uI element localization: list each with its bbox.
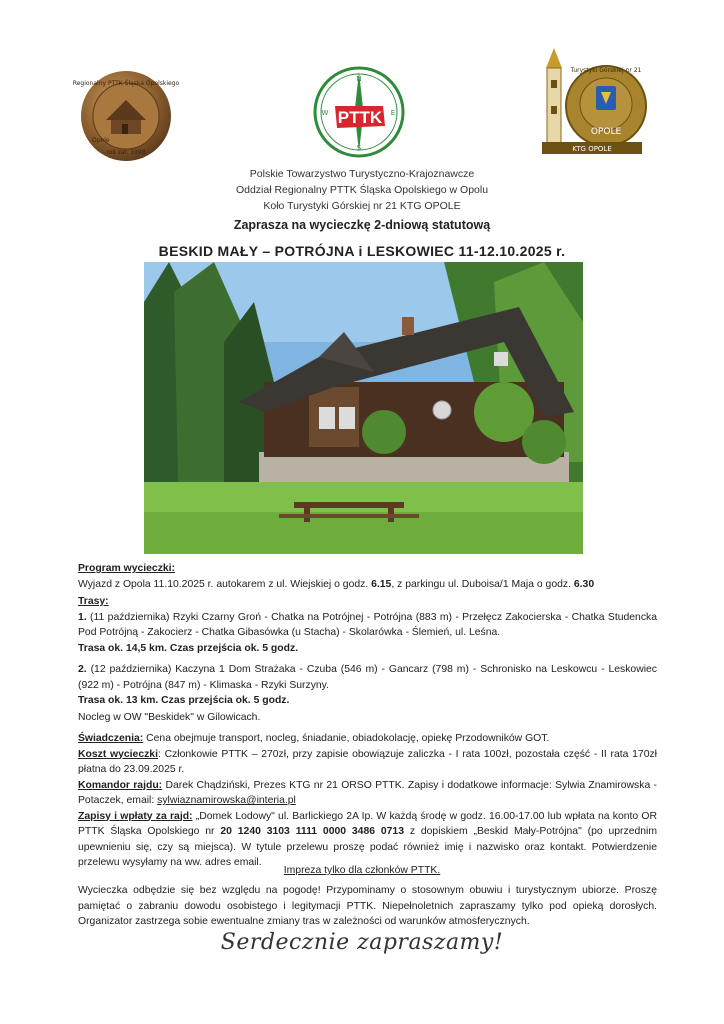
signup-line: Zapisy i wpłaty za rajd: „Domek Lodowy" ul. Barlickiego 2A Ip. W każdą środę w godz. 16.00-17.00 lub wpłata na konto OR PTTK Śląska Opolskiego nr 20 1240 3103 1111 0000 3486 0713 z dopiskiem „Beskid Mały-Potrójna" (po uprzednim upewnieniu się, czy są miejsca). W tytule przelewu proszę podać również imię i nazwisko oraz kontakt. Potwierdzenie przelewu wysyłamy na ww. adres email.	[78, 810, 657, 868]
program-section	[78, 561, 657, 592]
left-medal-year: rok zał. 1998	[106, 149, 146, 156]
org-line-3: Koło Turystyki Górskiej nr 21 KTG OPOLE	[263, 200, 461, 212]
compass-w: W	[321, 109, 329, 117]
leader-line: Komandor rajdu: Darek Chądziński, Prezes KTG nr 21 ORSO PTTK. Zapisy i dodatkowe informacje: Sylwia Znamirowska -Potaczek, email: sylwiaznamirowska@interia.pl	[78, 779, 657, 806]
ktg-logo-label: KTG OPOLE	[572, 145, 612, 153]
routes-heading: Trasy:	[78, 596, 109, 607]
cabin-photo	[144, 262, 583, 554]
compass-s: S	[356, 144, 362, 152]
pttk-logo-text: PTTK	[337, 108, 383, 127]
ktg-logo	[538, 46, 648, 158]
route-2-summary: Trasa ok. 13 km. Czas przejścia ok. 5 godz.	[78, 695, 290, 706]
details-section	[78, 731, 657, 871]
event-title: BESKID MAŁY – POTRÓJNA i LESKOWIEC 11-12.10.2025 r.	[158, 243, 566, 259]
departure-line: Wyjazd z Opola 11.10.2025 r. autokarem z ul. Wiejskiej o godz. 6.15, z parkingu ul. Duboisa/1 Maja o godz. 6.30	[78, 578, 595, 590]
ktg-logo-text: Turystyki Górskiej nr 21	[570, 67, 642, 74]
closing-paragraph: Wycieczka odbędzie się bez względu na pogodę! Przypominamy o stosownym obuwiu i turystycznym ubiorze. Proszę pamiętać o zabraniu dowodu osobistego i legitymacji PTTK. Niepełnoletnich zapraszamy tylko pod opieką dorosłych. Organizator zastrzega sobie ewentualne zmiany tras w zależności od warunków atmosferycznych.	[78, 885, 657, 927]
org-line-1: Polskie Towarzystwo Turystyczno-Krajoznawcze	[249, 168, 475, 180]
lodging-line: Nocleg w OW "Beskidek" w Gilowicach.	[78, 712, 261, 723]
services-line: Świadczenia: Cena obejmuje transport, nocleg, śniadanie, obiadokolację, opiekę Przodowników GOT.	[78, 733, 550, 744]
signature-line: Serdecznie zapraszamy!	[220, 930, 504, 955]
cost-line: Koszt wycieczki: Członkowie PTTK – 270zł, przy zapisie obowiązuje zaliczka - I rata 100zł, pozostała część - II rata 170zł płatna do 23.09.2025 r.	[78, 748, 657, 775]
contact-email[interactable]: sylwiaznamirowska@interia.pl	[157, 795, 296, 806]
pttk-logo	[313, 66, 405, 158]
route-1: 1. (11 października) Rzyki Czarny Groń - Chatka na Potrójnej - Potrójna (883 m) - Przełęcz Zakocierska - Chatka Studencka Pod Potrójną - Zakocierz - Chatka Gibasówka (u Stacha) - Skolarówka - Ślemień, ul. Leśna.	[78, 611, 657, 638]
left-medal-text: Regionalny PTTK Śląska Opolskiego	[72, 80, 180, 87]
compass-e: E	[390, 109, 396, 117]
routes-section	[78, 594, 657, 709]
route-1-summary: Trasa ok. 14,5 km. Czas przejścia ok. 5 godz.	[78, 642, 299, 654]
route-2: 2. (12 października) Kaczyna 1 Dom Strażaka - Czuba (546 m) - Gancarz (798 m) - Schronisko na Leskowcu - Leskowiec (922 m) - Potrójna (847 m) - Klimaska - Rzyki Surzyny.	[78, 664, 657, 691]
invite-line: Zaprasza na wycieczkę 2-dniową statutową	[233, 218, 491, 232]
ktg-logo-city: OPOLE	[590, 127, 622, 137]
left-medal-city: Opole	[92, 137, 110, 144]
bank-account: 20 1240 3103 1111 0000 3486 0713	[220, 826, 404, 837]
members-only-note: Impreza tylko dla członków PTTK.	[283, 865, 441, 876]
program-heading: Program wycieczki:	[78, 563, 176, 574]
left-medal-logo	[72, 70, 180, 162]
compass-n: N	[356, 75, 362, 83]
org-line-2: Oddział Regionalny PTTK Śląska Opolskiego w Opolu	[235, 184, 489, 196]
